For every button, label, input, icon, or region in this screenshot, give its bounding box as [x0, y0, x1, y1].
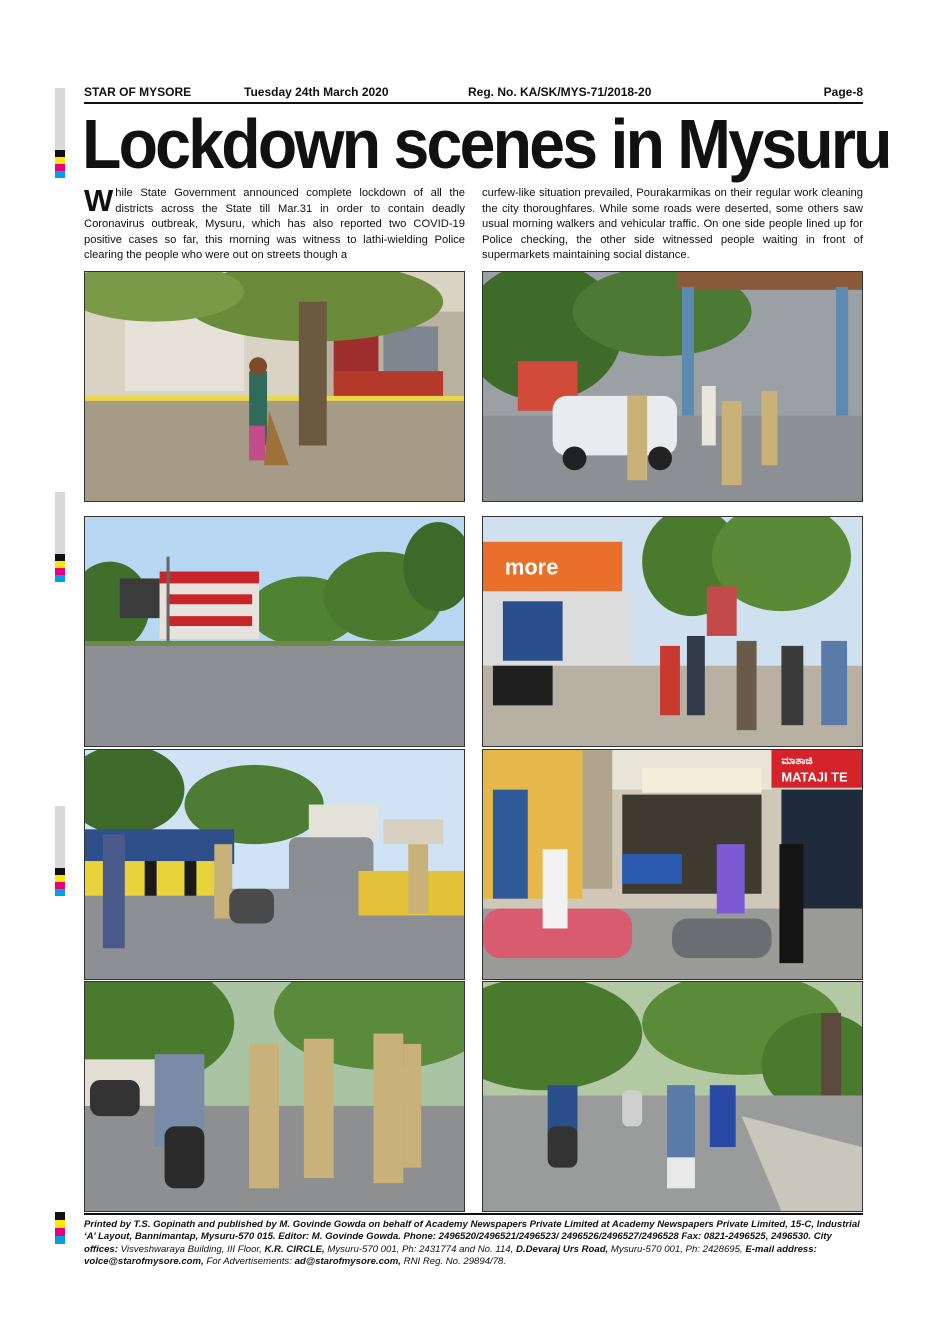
headline: Lockdown scenes in Mysuru	[82, 105, 890, 183]
imprint-ads-label: For Advertisements:	[206, 1255, 292, 1267]
page-number: Page-8	[823, 85, 863, 99]
registration-mark	[55, 1212, 65, 1244]
photo-fruit-shop	[482, 749, 863, 980]
article-column-1	[84, 183, 465, 264]
drop-cap: W	[84, 183, 114, 218]
photo-pourakarmika-sweeping	[84, 271, 465, 502]
imprint-footer	[84, 1213, 863, 1268]
imprint-offices: Visveshwaraya Building, III Floor,	[120, 1243, 262, 1255]
registration-mark	[55, 806, 65, 896]
photo-deserted-road	[84, 516, 465, 747]
imprint-rni: RNI Reg. No. 29894/78.	[403, 1255, 507, 1267]
imprint-devaraj-address: Mysuru-570 001, Ph: 2428695,	[610, 1243, 743, 1255]
masthead	[84, 84, 863, 104]
article-text-2: curfew-like situation prevailed, Pourakarmikas on their regular work cleaning the city thoroughfares. While some roads were deserted, some others saw usual morning walkers and vehicular traffic. On one side people lined up for Police checking, the other side witnessed people waiting in front of supermarkets maintaining social distance.	[482, 187, 863, 261]
registration-number: Reg. No. KA/SK/MYS-71/2018-20	[468, 85, 652, 99]
photo-morning-walkers	[482, 981, 863, 1212]
photo-supermarket-queue	[482, 516, 863, 747]
issue-date: Tuesday 24th March 2020	[244, 85, 389, 99]
paper-name: STAR OF MYSORE	[84, 85, 192, 99]
photo-police-checking-car	[482, 271, 863, 502]
article-text-1: hile State Government announced complete lockdown of all the districts across the State till Mar.31 in order to contain deadly Coronavirus outbreak, Mysuru, which has also reported two COVID-19 positive cases so far, this morning was witness to lathi-wielding Police clearing the people who were out on streets though a	[84, 187, 465, 261]
imprint-devaraj-road: D.Devaraj Urs Road,	[515, 1243, 609, 1255]
imprint-kr-circle-address: Mysuru-570 001, Ph: 2431774 and No. 114,	[327, 1243, 514, 1255]
mataji-kannada-sign: ಮಾತಾಜಿ	[781, 753, 813, 767]
imprint-kr-circle: K.R. CIRCLE,	[264, 1243, 325, 1255]
registration-mark	[55, 492, 65, 582]
photo-police-stopping-biker	[84, 981, 465, 1212]
imprint-ads-email: ad@starofmysore.com,	[294, 1255, 401, 1267]
more-store-sign: more	[504, 554, 559, 580]
article-column-2	[482, 186, 863, 264]
mataji-store-sign: MATAJI TE	[781, 769, 848, 785]
photo-police-barricade	[84, 749, 465, 980]
imprint-email: E-mail address: volce@starofmysore.com,	[84, 1243, 817, 1267]
registration-mark	[55, 88, 65, 178]
imprint-publisher: Printed by T.S. Gopinath and published by M. Govinde Gowda on behalf of Academy Newspapers Private Limited at Academy Newspapers Private Limited, 15-C, Industrial ‘A’ Layout, Bannimantap, Mysuru-570 015. Editor: M. Govinde Gowda. Phone: 2496520/2496521/2496523/ 2496526/2496527/2496528 Fax: 0821-2496525, 2496530. City offices:	[84, 1219, 860, 1255]
